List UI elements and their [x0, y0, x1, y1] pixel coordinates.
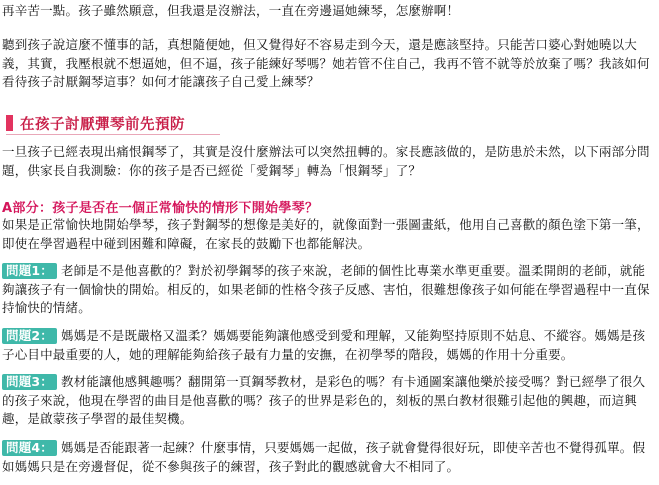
question-4	[2, 439, 654, 476]
question-3	[2, 373, 654, 429]
question-2-text: 媽媽是不是既嚴格又溫柔？媽媽要能夠讓他感受到愛和理解，又能夠堅持原則不姑息、不縱容。媽媽是孩子心目中最重要的人，她的理解能夠給孩子最有力量的安撫，在初學琴的階段，媽媽的作用十分重要。	[2, 328, 646, 362]
question-1-badge: 問題1：	[2, 263, 57, 279]
question-3-text: 教材能讓他感興趣嗎？翻開第一頁鋼琴教材，是彩色的嗎？有卡通圖案讓他樂於接受嗎？對已經學了很久的孩子來說，他現在學習的曲目是他喜歡的嗎？孩子的世界是彩色的，刻板的黑白教材很難引起他的興趣，而這興趣，是啟蒙孩子學習的最佳契機。	[2, 374, 646, 426]
question-4-text: 媽媽是否能跟著一起練？什麼事情，只要媽媽一起做，孩子就會覺得很好玩，即使辛苦也不覺得孤單。假如媽媽只是在旁邊督促，從不參與孩子的練習，孩子對此的觀感就會大不相同了。	[2, 440, 646, 474]
section-header	[6, 113, 306, 135]
intro-paragraph: 聽到孩子說這麼不懂事的話，真想隨便她，但又覺得好不容易走到今天，還是應該堅持。只能苦口婆心對她曉以大義，其實，我壓根就不想逼她，但不逼，孩子能練好琴嗎？她若管不住自己，我再不管不就等於放棄了嗎？我該如何看待孩子討厭鋼琴這事？如何才能讓孩子自己愛上練琴？	[2, 37, 650, 89]
question-1-text: 老師是不是他喜歡的？對於初學鋼琴的孩子來說，老師的個性比專業水準更重要。溫柔開朗的老師，就能夠讓孩子有一個愉快的開始。相反的，如果老師的性格令孩子反感、害怕，很難想像孩子如何能在學習過程中一直保持愉快的情緒。	[2, 263, 650, 315]
section-underline	[6, 134, 220, 135]
question-2-badge: 問題2：	[2, 328, 57, 344]
question-4-badge: 問題4：	[2, 440, 57, 456]
part-a-intro: 如果是正常愉快地開始學琴，孩子對鋼琴的想像是美好的，就像面對一張圖畫紙，他用自己喜歡的顏色塗下第一筆，即使在學習過程中碰到困難和障礙，在家長的鼓勵下也都能解決。	[2, 217, 650, 251]
question-1	[2, 262, 654, 318]
question-2	[2, 327, 654, 364]
section-paragraph: 一旦孩子已經表現出痛恨鋼琴了，其實是沒什麼辦法可以突然扭轉的。家長應該做的，是防患於未然，以下兩部分問題，供家長自我測驗：你的孩子是否已經從「愛鋼琴」轉為「恨鋼琴」了？	[2, 144, 650, 178]
question-3-badge: 問題3：	[2, 374, 57, 390]
top-line: 再辛苦一點。孩子雖然願意，但我還是沒辦法，一直在旁邊逼她練琴，怎麼辦啊！	[2, 3, 460, 18]
section-title: 在孩子討厭彈琴前先預防	[20, 117, 185, 133]
section-accent-bar	[6, 115, 13, 131]
part-a-heading: A部分：孩子是否在一個正常愉快的情形下開始學琴？	[2, 201, 319, 216]
